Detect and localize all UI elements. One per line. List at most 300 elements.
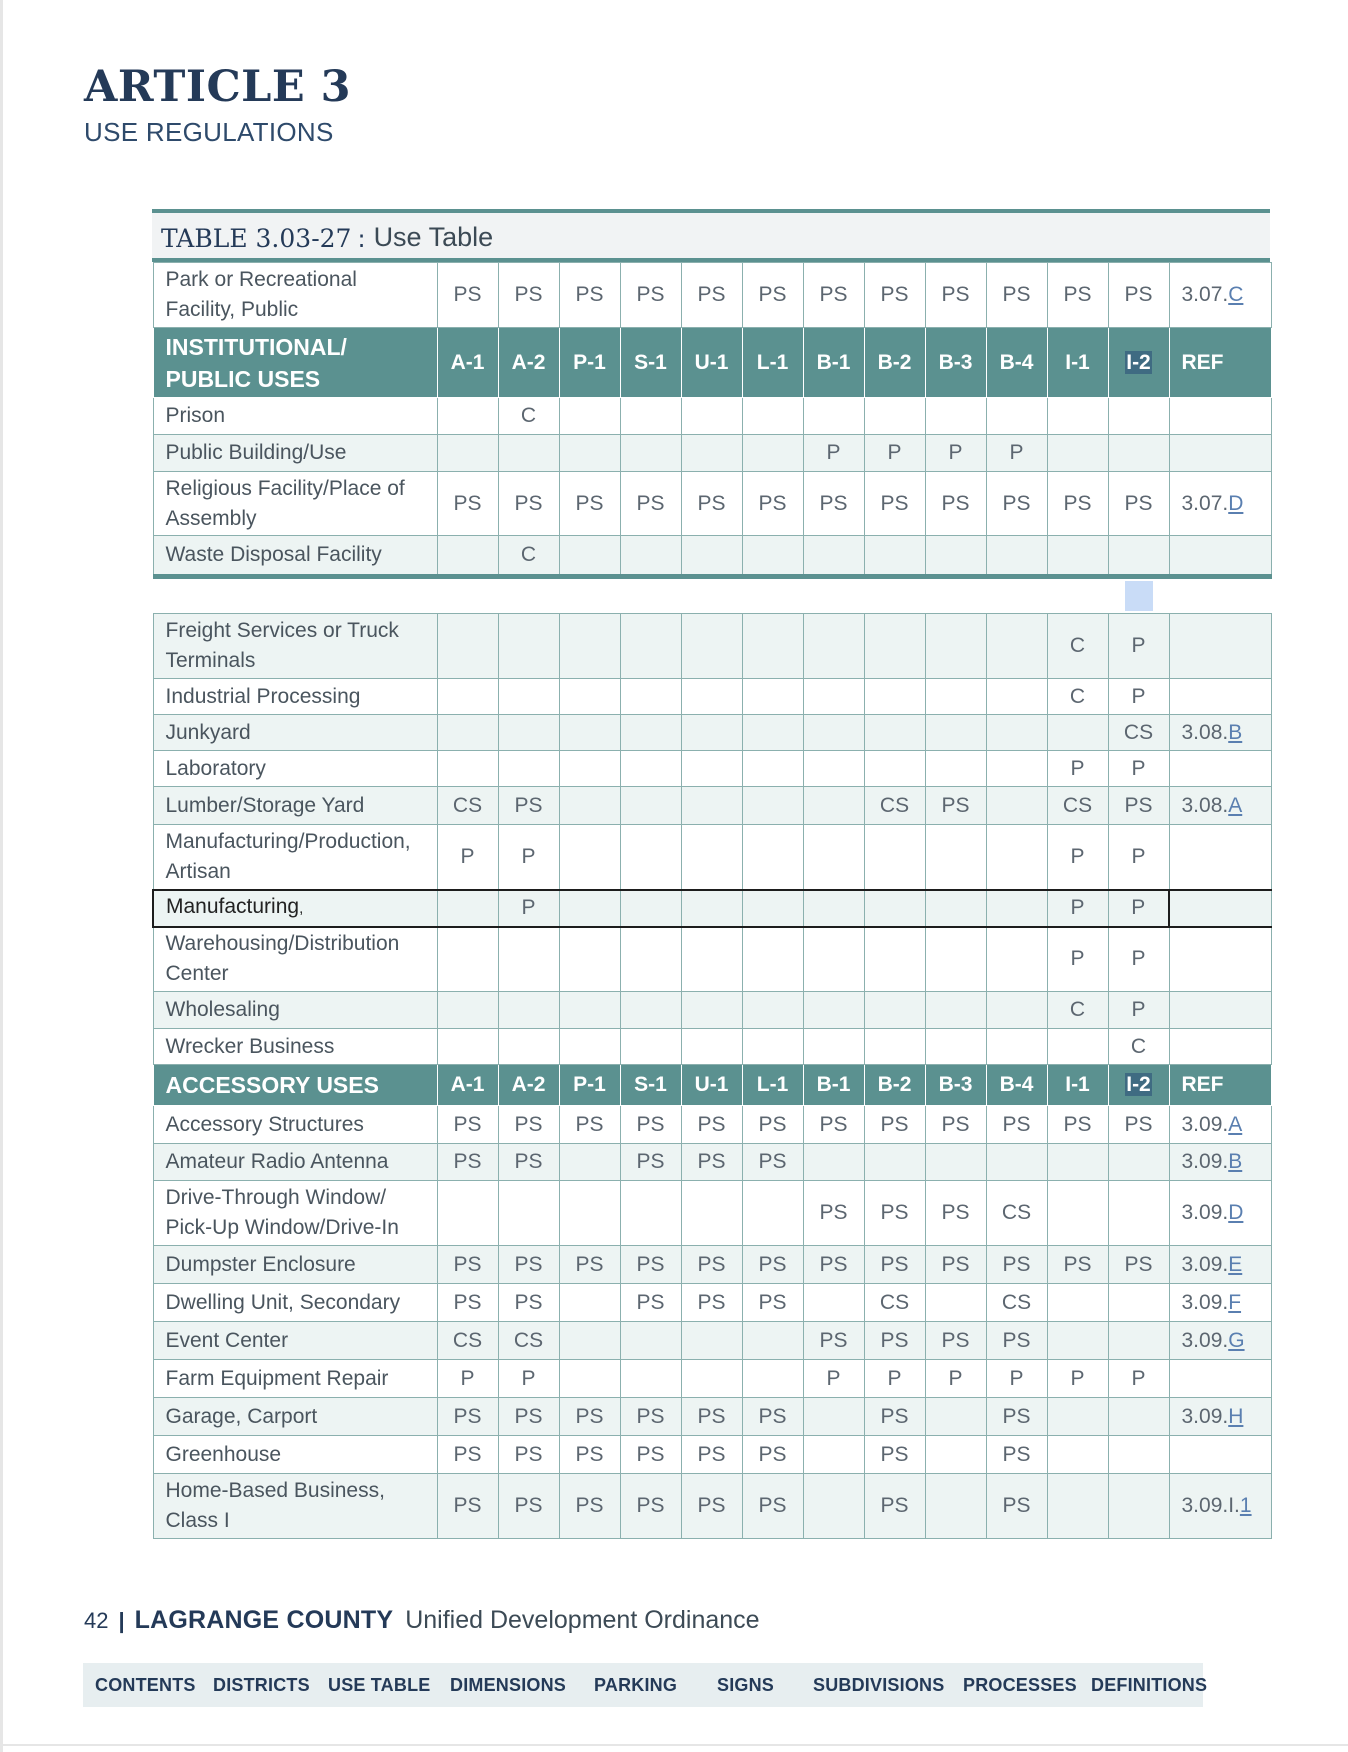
table-row (153, 1144, 1271, 1181)
use-name-line1: Manufacturing/Production, (165, 829, 411, 853)
district-cell (803, 825, 864, 890)
district-cell (803, 1181, 864, 1246)
table-row (153, 536, 1271, 577)
district-value: PS (514, 491, 543, 515)
district-cell (620, 825, 681, 890)
district-cell (498, 1106, 559, 1144)
district-value: PS (758, 1494, 787, 1517)
district-cell (498, 536, 559, 577)
district-cell (437, 328, 498, 398)
district-value: P-1 (573, 1073, 606, 1096)
district-value: B-2 (877, 1073, 912, 1096)
district-cell (803, 992, 864, 1029)
use-name-cell (153, 1284, 437, 1322)
district-cell (864, 1474, 925, 1539)
district-cell (864, 1246, 925, 1284)
ref-link[interactable]: D (1228, 491, 1244, 515)
ref-cell (1169, 992, 1271, 1029)
district-value: PS (636, 1404, 665, 1428)
ref-link[interactable]: F (1228, 1290, 1242, 1314)
district-value: PS (514, 1494, 543, 1517)
table-id: TABLE 3.03-27 (161, 224, 352, 253)
district-cell (864, 1322, 925, 1360)
district-cell (1108, 472, 1169, 536)
district-value: B-3 (938, 1073, 973, 1096)
district-cell (620, 536, 681, 577)
ref-link[interactable]: D (1228, 1201, 1244, 1224)
district-value: PS (1063, 1112, 1092, 1136)
district-value: PS (636, 491, 665, 515)
district-value: S-1 (634, 1073, 667, 1096)
ref-cell (1169, 890, 1271, 927)
district-value: PS (514, 793, 543, 817)
district-cell (559, 890, 620, 927)
district-cell (1108, 1284, 1169, 1322)
use-name: Amateur Radio Antenna (165, 1150, 389, 1173)
district-cell (986, 679, 1047, 715)
district-cell (803, 328, 864, 398)
district-value: PS (514, 1442, 543, 1466)
district-header-selected: I-2 (1126, 1073, 1151, 1096)
district-cell (986, 1474, 1047, 1539)
district-value: B-4 (999, 1073, 1034, 1096)
district-cell (986, 398, 1047, 435)
district-value: B-2 (877, 350, 912, 374)
district-cell (498, 1246, 559, 1284)
district-cell (620, 472, 681, 536)
use-name-cell (153, 992, 437, 1029)
table-row (153, 435, 1271, 472)
use-name-line2: Center (165, 962, 229, 986)
district-cell (498, 1474, 559, 1539)
ref-cell (1169, 536, 1271, 577)
district-cell (986, 890, 1047, 927)
district-cell (559, 263, 620, 328)
district-value: PS (453, 1252, 482, 1276)
district-cell (803, 263, 864, 328)
district-cell (681, 1144, 742, 1181)
district-value: CS (879, 1290, 910, 1314)
district-value: CS (879, 793, 910, 817)
district-value: PS (941, 283, 970, 306)
ref-prefix: 3.09. (1181, 1112, 1229, 1136)
district-cell (986, 472, 1047, 536)
nav-definitions[interactable]: DEFINITIONS (1091, 1675, 1208, 1695)
district-cell (864, 1106, 925, 1144)
footer-document-name: Unified Development Ordinance (405, 1606, 760, 1634)
district-value: PS (1124, 793, 1153, 817)
ref-prefix: 3.09. (1181, 1290, 1229, 1314)
district-value: PS (575, 1404, 604, 1428)
district-value: P (460, 844, 475, 868)
district-cell (742, 715, 803, 751)
district-cell (742, 1398, 803, 1436)
district-value: C (1069, 634, 1086, 657)
use-name-cell (153, 1029, 437, 1065)
district-value: PS (453, 491, 482, 515)
district-cell (681, 1360, 742, 1398)
district-cell (437, 890, 498, 927)
district-cell (864, 435, 925, 472)
district-cell (742, 890, 803, 927)
district-cell (986, 1144, 1047, 1181)
use-name: Laboratory (165, 756, 266, 780)
district-value: P (1131, 634, 1146, 657)
district-cell (1108, 1065, 1169, 1106)
table-row (153, 263, 1271, 328)
use-name-cell (153, 679, 437, 715)
district-cell (1047, 825, 1108, 890)
use-name-line1: Religious Facility/Place of (165, 476, 405, 500)
district-cell (498, 614, 559, 679)
district-value: P (1131, 896, 1146, 919)
nav-use-table[interactable]: USE TABLE (328, 1675, 431, 1695)
district-value: PS (819, 1328, 848, 1352)
district-cell (986, 1436, 1047, 1474)
district-value: PS (819, 1201, 848, 1224)
use-name-cell (153, 1106, 437, 1144)
district-cell (437, 536, 498, 577)
district-cell (498, 1398, 559, 1436)
district-cell (803, 536, 864, 577)
gap-cell (620, 577, 681, 614)
district-value: PS (697, 1112, 726, 1136)
district-value: PS (1002, 1404, 1031, 1428)
use-name: Greenhouse (165, 1442, 282, 1466)
district-cell (803, 890, 864, 927)
district-cell (1047, 715, 1108, 751)
district-cell (437, 1474, 498, 1539)
district-cell (803, 1474, 864, 1539)
nav-districts[interactable]: DISTRICTS (213, 1675, 310, 1695)
use-name-line1: Park or Recreational (165, 268, 357, 291)
district-cell (559, 328, 620, 398)
district-value: P (521, 896, 536, 919)
table-name: Use Table (373, 222, 494, 252)
district-cell (925, 1246, 986, 1284)
gap-cell (1108, 577, 1169, 614)
district-value: P (460, 1366, 475, 1390)
district-cell (864, 263, 925, 328)
district-value: PS (1002, 1494, 1031, 1517)
nav-parking[interactable]: PARKING (594, 1675, 678, 1695)
use-name-line1: INSTITUTIONAL/ (165, 333, 347, 360)
district-cell (925, 992, 986, 1029)
table-row (153, 1322, 1271, 1360)
page-bottom-edge (0, 1744, 1348, 1746)
district-cell (803, 1398, 864, 1436)
ref-link[interactable]: 1 (1239, 1494, 1252, 1517)
district-value: PS (575, 491, 604, 515)
district-cell (986, 1106, 1047, 1144)
ref-link[interactable]: A (1228, 1112, 1243, 1136)
district-value: P (1070, 756, 1085, 780)
district-cell (437, 614, 498, 679)
table-row (153, 1284, 1271, 1322)
district-cell (925, 890, 986, 927)
district-cell (1047, 1106, 1108, 1144)
district-cell (864, 679, 925, 715)
district-cell (803, 1322, 864, 1360)
district-cell (925, 328, 986, 398)
district-value: PS (880, 1112, 909, 1136)
district-value: PS (1002, 283, 1031, 306)
district-value: PS (453, 1112, 482, 1136)
district-cell (437, 751, 498, 787)
district-value: U-1 (694, 1073, 729, 1096)
district-value: CS (513, 1328, 544, 1352)
district-cell (742, 536, 803, 577)
district-cell (986, 263, 1047, 328)
district-value: P (521, 844, 536, 868)
use-name: Garage, Carport (165, 1404, 318, 1428)
ref-prefix: 3.08. (1181, 793, 1229, 817)
district-cell (864, 715, 925, 751)
district-value: CS (1001, 1290, 1032, 1314)
district-cell (864, 1284, 925, 1322)
district-cell (864, 536, 925, 577)
district-cell (620, 1144, 681, 1181)
district-value: PS (697, 491, 726, 515)
district-cell (986, 435, 1047, 472)
district-cell (742, 787, 803, 825)
district-cell (681, 751, 742, 787)
district-value: PS (941, 1201, 970, 1224)
district-cell (620, 890, 681, 927)
district-cell (681, 1474, 742, 1539)
district-cell (1108, 1029, 1169, 1065)
district-value: A-1 (450, 1073, 485, 1096)
article-subtitle: USE REGULATIONS (84, 117, 334, 147)
ref-cell (1169, 1246, 1271, 1284)
district-value: S-1 (634, 350, 667, 374)
use-name-cell (153, 614, 437, 679)
gap-cell (437, 577, 498, 614)
district-cell (498, 435, 559, 472)
district-value: PS (1063, 283, 1092, 306)
gap-cell (986, 577, 1047, 614)
ref-prefix: REF (1181, 1073, 1224, 1096)
district-value: CS (1062, 793, 1093, 817)
use-name-line2: Artisan (165, 859, 231, 883)
district-cell (681, 787, 742, 825)
district-cell (437, 1436, 498, 1474)
district-value: PS (758, 1404, 787, 1428)
district-cell (620, 435, 681, 472)
district-cell (986, 825, 1047, 890)
use-name-cell (153, 787, 437, 825)
ref-link[interactable]: B (1228, 1150, 1243, 1173)
district-cell (498, 1029, 559, 1065)
district-cell (925, 927, 986, 992)
district-cell (864, 1436, 925, 1474)
ref-cell (1169, 927, 1271, 992)
nav-contents[interactable]: CONTENTS (95, 1675, 196, 1695)
district-cell (498, 328, 559, 398)
district-cell (1047, 890, 1108, 927)
district-cell (559, 398, 620, 435)
district-cell (498, 751, 559, 787)
ref-link[interactable]: G (1228, 1328, 1245, 1352)
ref-link[interactable]: B (1228, 720, 1243, 744)
use-name-line2: Facility, Public (165, 298, 299, 321)
district-cell (620, 787, 681, 825)
district-cell (925, 1322, 986, 1360)
district-cell (559, 1322, 620, 1360)
ref-link[interactable]: C (1228, 283, 1244, 306)
ref-cell (1169, 715, 1271, 751)
district-cell (1047, 1284, 1108, 1322)
ref-link[interactable]: H (1228, 1404, 1244, 1428)
district-cell (620, 715, 681, 751)
nav-dimensions[interactable]: DIMENSIONS (450, 1675, 567, 1695)
district-cell (681, 472, 742, 536)
district-cell (559, 1181, 620, 1246)
district-cell (986, 328, 1047, 398)
ref-cell (1169, 1360, 1271, 1398)
nav-processes[interactable]: PROCESSES (963, 1675, 1077, 1695)
district-value: B-4 (999, 350, 1034, 374)
district-cell (620, 1246, 681, 1284)
use-name-cell (153, 472, 437, 536)
district-cell (559, 927, 620, 992)
ref-link[interactable]: A (1228, 793, 1243, 817)
district-value: B-1 (816, 1073, 851, 1096)
district-cell (1108, 536, 1169, 577)
district-value: P (521, 1366, 536, 1390)
nav-subdivisions[interactable]: SUBDIVISIONS (813, 1675, 945, 1695)
district-cell (620, 679, 681, 715)
district-cell (864, 1144, 925, 1181)
district-cell (1047, 1144, 1108, 1181)
gap-cell (559, 577, 620, 614)
district-cell (1108, 435, 1169, 472)
district-value: PS (575, 1252, 604, 1276)
table-row (153, 1360, 1271, 1398)
district-cell (681, 927, 742, 992)
district-cell (620, 1322, 681, 1360)
gap-cell (153, 577, 437, 614)
district-value: PS (1124, 1252, 1153, 1276)
district-value: PS (697, 1290, 726, 1314)
district-cell (498, 1360, 559, 1398)
use-name-cell (153, 1065, 437, 1106)
table-row (153, 992, 1271, 1029)
page-number: 42 (84, 1608, 109, 1633)
table-row (153, 472, 1271, 536)
district-cell (986, 1181, 1047, 1246)
district-value: P (1131, 947, 1146, 971)
district-cell (498, 1322, 559, 1360)
district-cell (620, 927, 681, 992)
district-value: PS (514, 1290, 543, 1314)
ref-cell (1169, 1436, 1271, 1474)
district-cell (742, 1144, 803, 1181)
district-cell (803, 1065, 864, 1106)
district-cell (925, 1181, 986, 1246)
district-cell (1108, 263, 1169, 328)
district-value: PS (1002, 1112, 1031, 1136)
district-cell (681, 263, 742, 328)
use-name-suffix: , (299, 900, 304, 917)
district-value: PS (514, 1252, 543, 1276)
district-cell (742, 1474, 803, 1539)
district-cell (498, 1181, 559, 1246)
district-cell (620, 1106, 681, 1144)
district-header-selected: I-2 (1126, 350, 1151, 374)
district-cell (864, 992, 925, 1029)
ref-prefix: 3.07. (1181, 283, 1229, 306)
district-cell (1047, 1360, 1108, 1398)
district-cell (864, 1360, 925, 1398)
ref-link[interactable]: E (1228, 1252, 1243, 1276)
district-cell (620, 1284, 681, 1322)
nav-signs[interactable]: SIGNS (717, 1675, 775, 1695)
district-cell (1047, 1398, 1108, 1436)
district-cell (681, 1065, 742, 1106)
district-cell (437, 1029, 498, 1065)
district-value: P (948, 441, 963, 464)
district-cell (498, 715, 559, 751)
use-name-cell (153, 1436, 437, 1474)
district-value: CS (1001, 1201, 1032, 1224)
use-name: Public Building/Use (165, 441, 347, 464)
use-name-cell (153, 927, 437, 992)
district-cell (864, 614, 925, 679)
use-name-cell (153, 890, 437, 927)
use-table (152, 262, 1272, 1539)
district-cell (498, 992, 559, 1029)
district-cell (559, 1436, 620, 1474)
district-cell (1108, 825, 1169, 890)
district-cell (681, 992, 742, 1029)
district-cell (681, 328, 742, 398)
district-cell (986, 1029, 1047, 1065)
district-cell (925, 751, 986, 787)
district-cell (803, 1246, 864, 1284)
district-cell (1047, 1065, 1108, 1106)
district-value: PS (758, 1442, 787, 1466)
ref-prefix: 3.09. (1181, 1404, 1229, 1428)
district-cell (986, 715, 1047, 751)
district-cell (681, 435, 742, 472)
article-title: ARTICLE 3 (84, 62, 352, 112)
table-row (153, 1246, 1271, 1284)
district-value: P-1 (573, 350, 606, 374)
district-value: B-1 (816, 350, 851, 374)
table-row (153, 1029, 1271, 1065)
table-row (153, 825, 1271, 890)
district-cell (681, 825, 742, 890)
table-row (153, 715, 1271, 751)
district-value: PS (1124, 283, 1153, 306)
district-cell (1108, 614, 1169, 679)
district-cell (803, 751, 864, 787)
district-cell (742, 679, 803, 715)
district-cell (498, 1144, 559, 1181)
use-name-line2: Class I (165, 1509, 230, 1532)
district-value: PS (453, 283, 482, 306)
district-value: P (826, 1366, 841, 1390)
ref-cell (1169, 751, 1271, 787)
district-value: CS (1123, 720, 1154, 744)
district-cell (1047, 992, 1108, 1029)
footer-separator: | (118, 1608, 125, 1633)
district-cell (925, 1474, 986, 1539)
use-name: Dwelling Unit, Secondary (165, 1290, 401, 1314)
district-cell (803, 614, 864, 679)
district-cell (1047, 1436, 1108, 1474)
